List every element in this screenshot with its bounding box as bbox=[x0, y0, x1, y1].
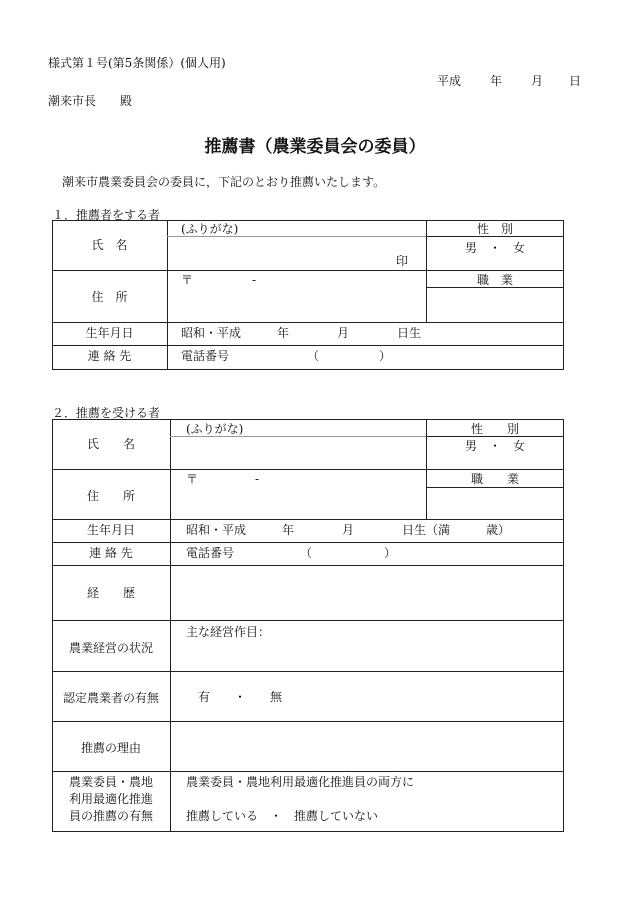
s1-birth-label: 生年月日 bbox=[85, 326, 134, 340]
date-year: 年 bbox=[490, 74, 503, 88]
s2-birth-label: 生年月日 bbox=[86, 523, 135, 537]
form-number: 様式第１号(第5条関係）(個人用) bbox=[48, 56, 226, 70]
s1-postal-mark: 〒 bbox=[181, 273, 194, 287]
s2-dual-value-line1: 農業委員・農地利用最適化推進員の両方に bbox=[186, 775, 415, 789]
s1-postal-dash: - bbox=[252, 273, 257, 287]
s2-occupation-label: 職 業 bbox=[470, 472, 519, 486]
s1-occupation-label: 職 業 bbox=[476, 273, 513, 287]
s1-name-label: 氏 名 bbox=[91, 238, 128, 252]
date-era: 平成 bbox=[437, 74, 462, 88]
s2-sex-label: 性 別 bbox=[470, 422, 519, 436]
s2-postal-dash: - bbox=[255, 472, 260, 486]
s2-name-label: 氏 名 bbox=[86, 437, 135, 451]
s2-certified-label: 認定農業者の有無 bbox=[62, 691, 159, 705]
section1-heading: １．推薦者をする者 bbox=[52, 208, 161, 222]
s1-address-label: 住 所 bbox=[91, 290, 128, 304]
s2-postal-mark: 〒 bbox=[186, 472, 199, 486]
s2-dual-label-line3: 員の推薦の有無 bbox=[68, 809, 153, 823]
date-month: 月 bbox=[531, 74, 544, 88]
s1-birth-value: 昭和・平成 年 月 日生 bbox=[181, 326, 422, 340]
s2-farm-status-value: 主な経営作目： bbox=[186, 625, 271, 639]
s2-address-label: 住 所 bbox=[86, 489, 135, 503]
s2-farm-status-label: 農業経営の状況 bbox=[68, 641, 153, 655]
s2-furigana-label: (ふりがな) bbox=[186, 422, 244, 436]
s2-sex-options: 男 ・ 女 bbox=[464, 439, 525, 453]
s1-sex-options: 男 ・ 女 bbox=[464, 241, 525, 255]
s2-career-label: 経 歴 bbox=[86, 586, 135, 600]
date-day: 日 bbox=[569, 74, 582, 88]
s2-contact-value: 電話番号 （ ） bbox=[186, 546, 397, 560]
s2-certified-value: 有 ・ 無 bbox=[198, 690, 283, 704]
addressee: 潮来市長 殿 bbox=[48, 94, 133, 108]
s2-reason-label: 推薦の理由 bbox=[80, 741, 141, 755]
s1-seal: 印 bbox=[396, 254, 409, 268]
s2-dual-value-line2: 推薦している ・ 推薦していない bbox=[186, 809, 379, 823]
s2-birth-value: 昭和・平成 年 月 日生（満 歳） bbox=[186, 523, 511, 537]
s1-furigana-label: (ふりがな) bbox=[181, 222, 239, 236]
section2-heading: ２．推薦を受ける者 bbox=[52, 406, 161, 420]
s2-contact-label: 連 絡 先 bbox=[89, 546, 133, 560]
s2-dual-label-line1: 農業委員・農地 bbox=[68, 775, 153, 789]
page-title: 推薦書（農業委員会の委員） bbox=[204, 137, 426, 157]
s1-contact-value: 電話番号 （ ） bbox=[181, 349, 392, 363]
s2-dual-label-line2: 利用最適化推進 bbox=[68, 792, 153, 806]
s1-contact-label: 連 絡 先 bbox=[87, 349, 132, 363]
s1-sex-label: 性 別 bbox=[476, 222, 513, 236]
intro-text: 潮来市農業委員会の委員に，下記のとおり推薦いたします。 bbox=[62, 175, 386, 189]
